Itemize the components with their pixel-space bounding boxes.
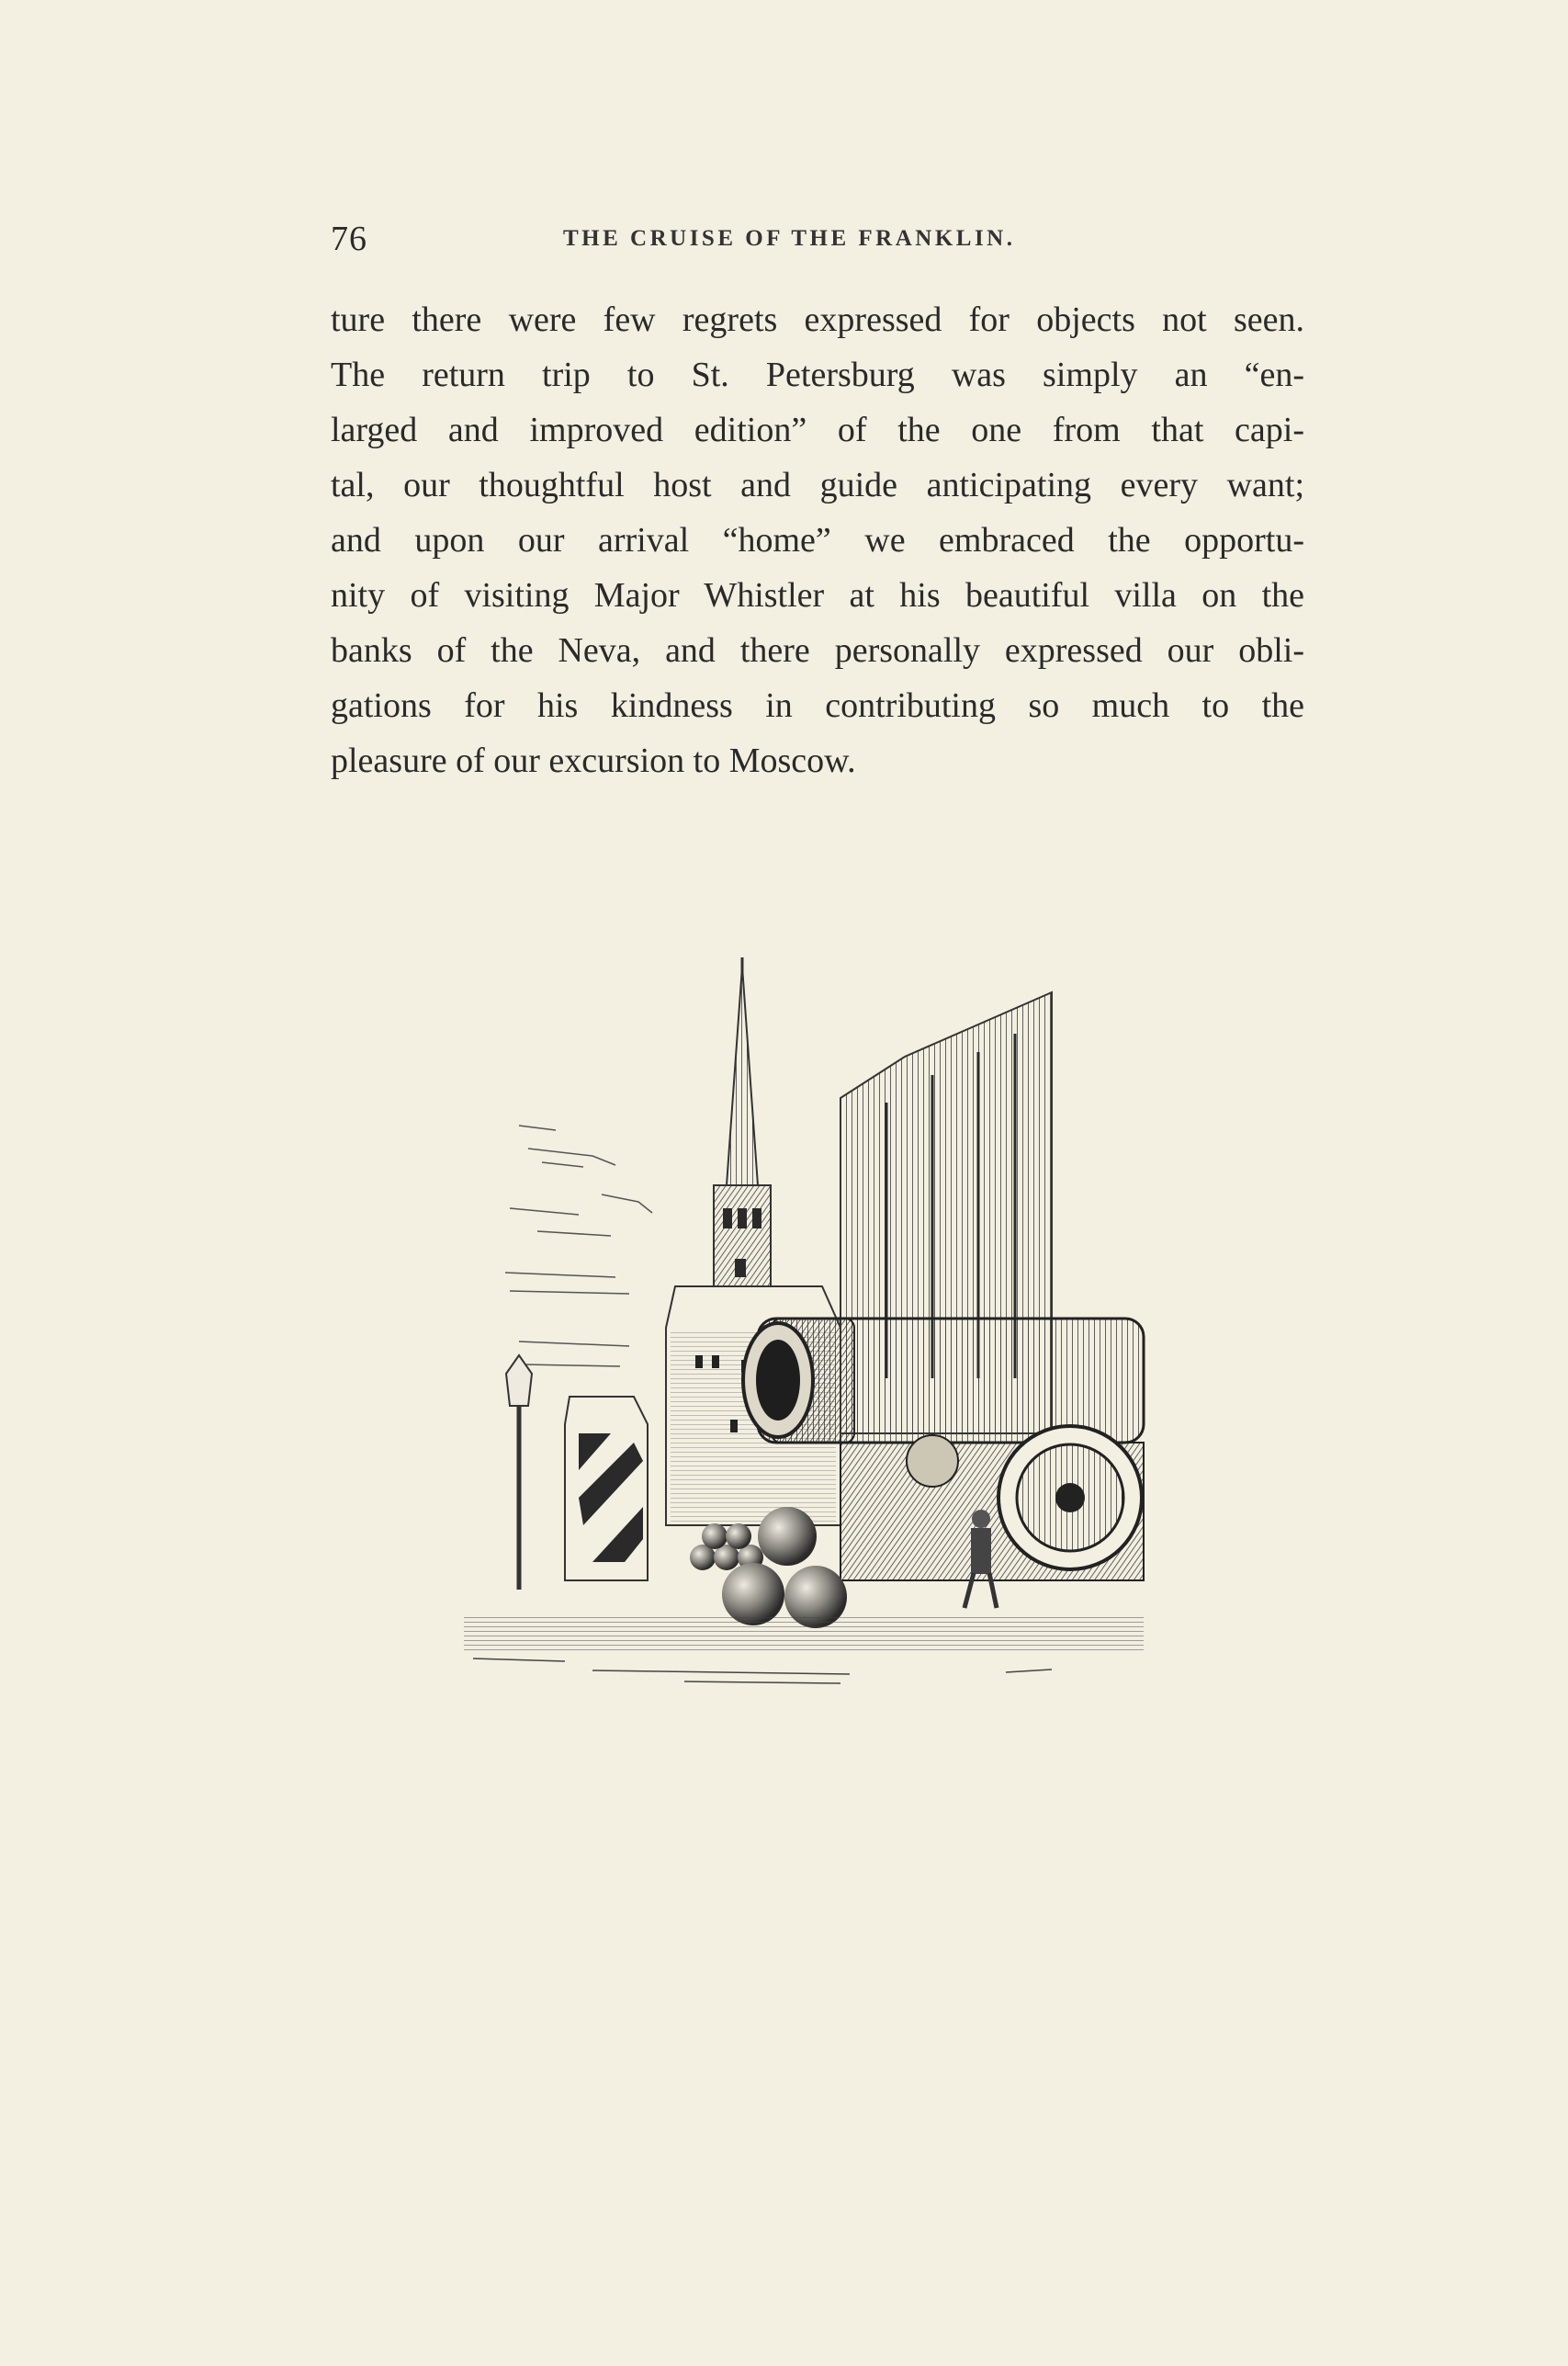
text-line: tal, our thoughtful host and guide anticipating every want; <box>331 466 1304 504</box>
text-line: pleasure of our excursion to Moscow. <box>331 741 856 780</box>
page-header <box>331 219 1304 265</box>
running-title: THE CRUISE OF THE FRANKLIN. <box>563 226 1016 251</box>
text-line: ture there were few regrets expressed for objects not seen. <box>331 300 1304 339</box>
text-line: banks of the Neva, and there personally expressed our obli- <box>331 631 1304 670</box>
text-line: larged and improved edition” of the one from that capi- <box>331 411 1304 449</box>
text-line: The return trip to St. Petersburg was simply an “en- <box>331 356 1304 394</box>
page-number: 76 <box>331 220 367 258</box>
text-line: nity of visiting Major Whistler at his beautiful villa on the <box>331 576 1304 615</box>
text-line: gations for his kindness in contributing so much to the <box>331 686 1304 725</box>
text-line: and upon our arrival “home” we embraced the opportu- <box>331 521 1304 560</box>
engraving-illustration <box>455 956 1162 1691</box>
engraving-kremlin-tsar-cannon-icon <box>455 956 1162 1691</box>
body-paragraph <box>331 292 1304 788</box>
